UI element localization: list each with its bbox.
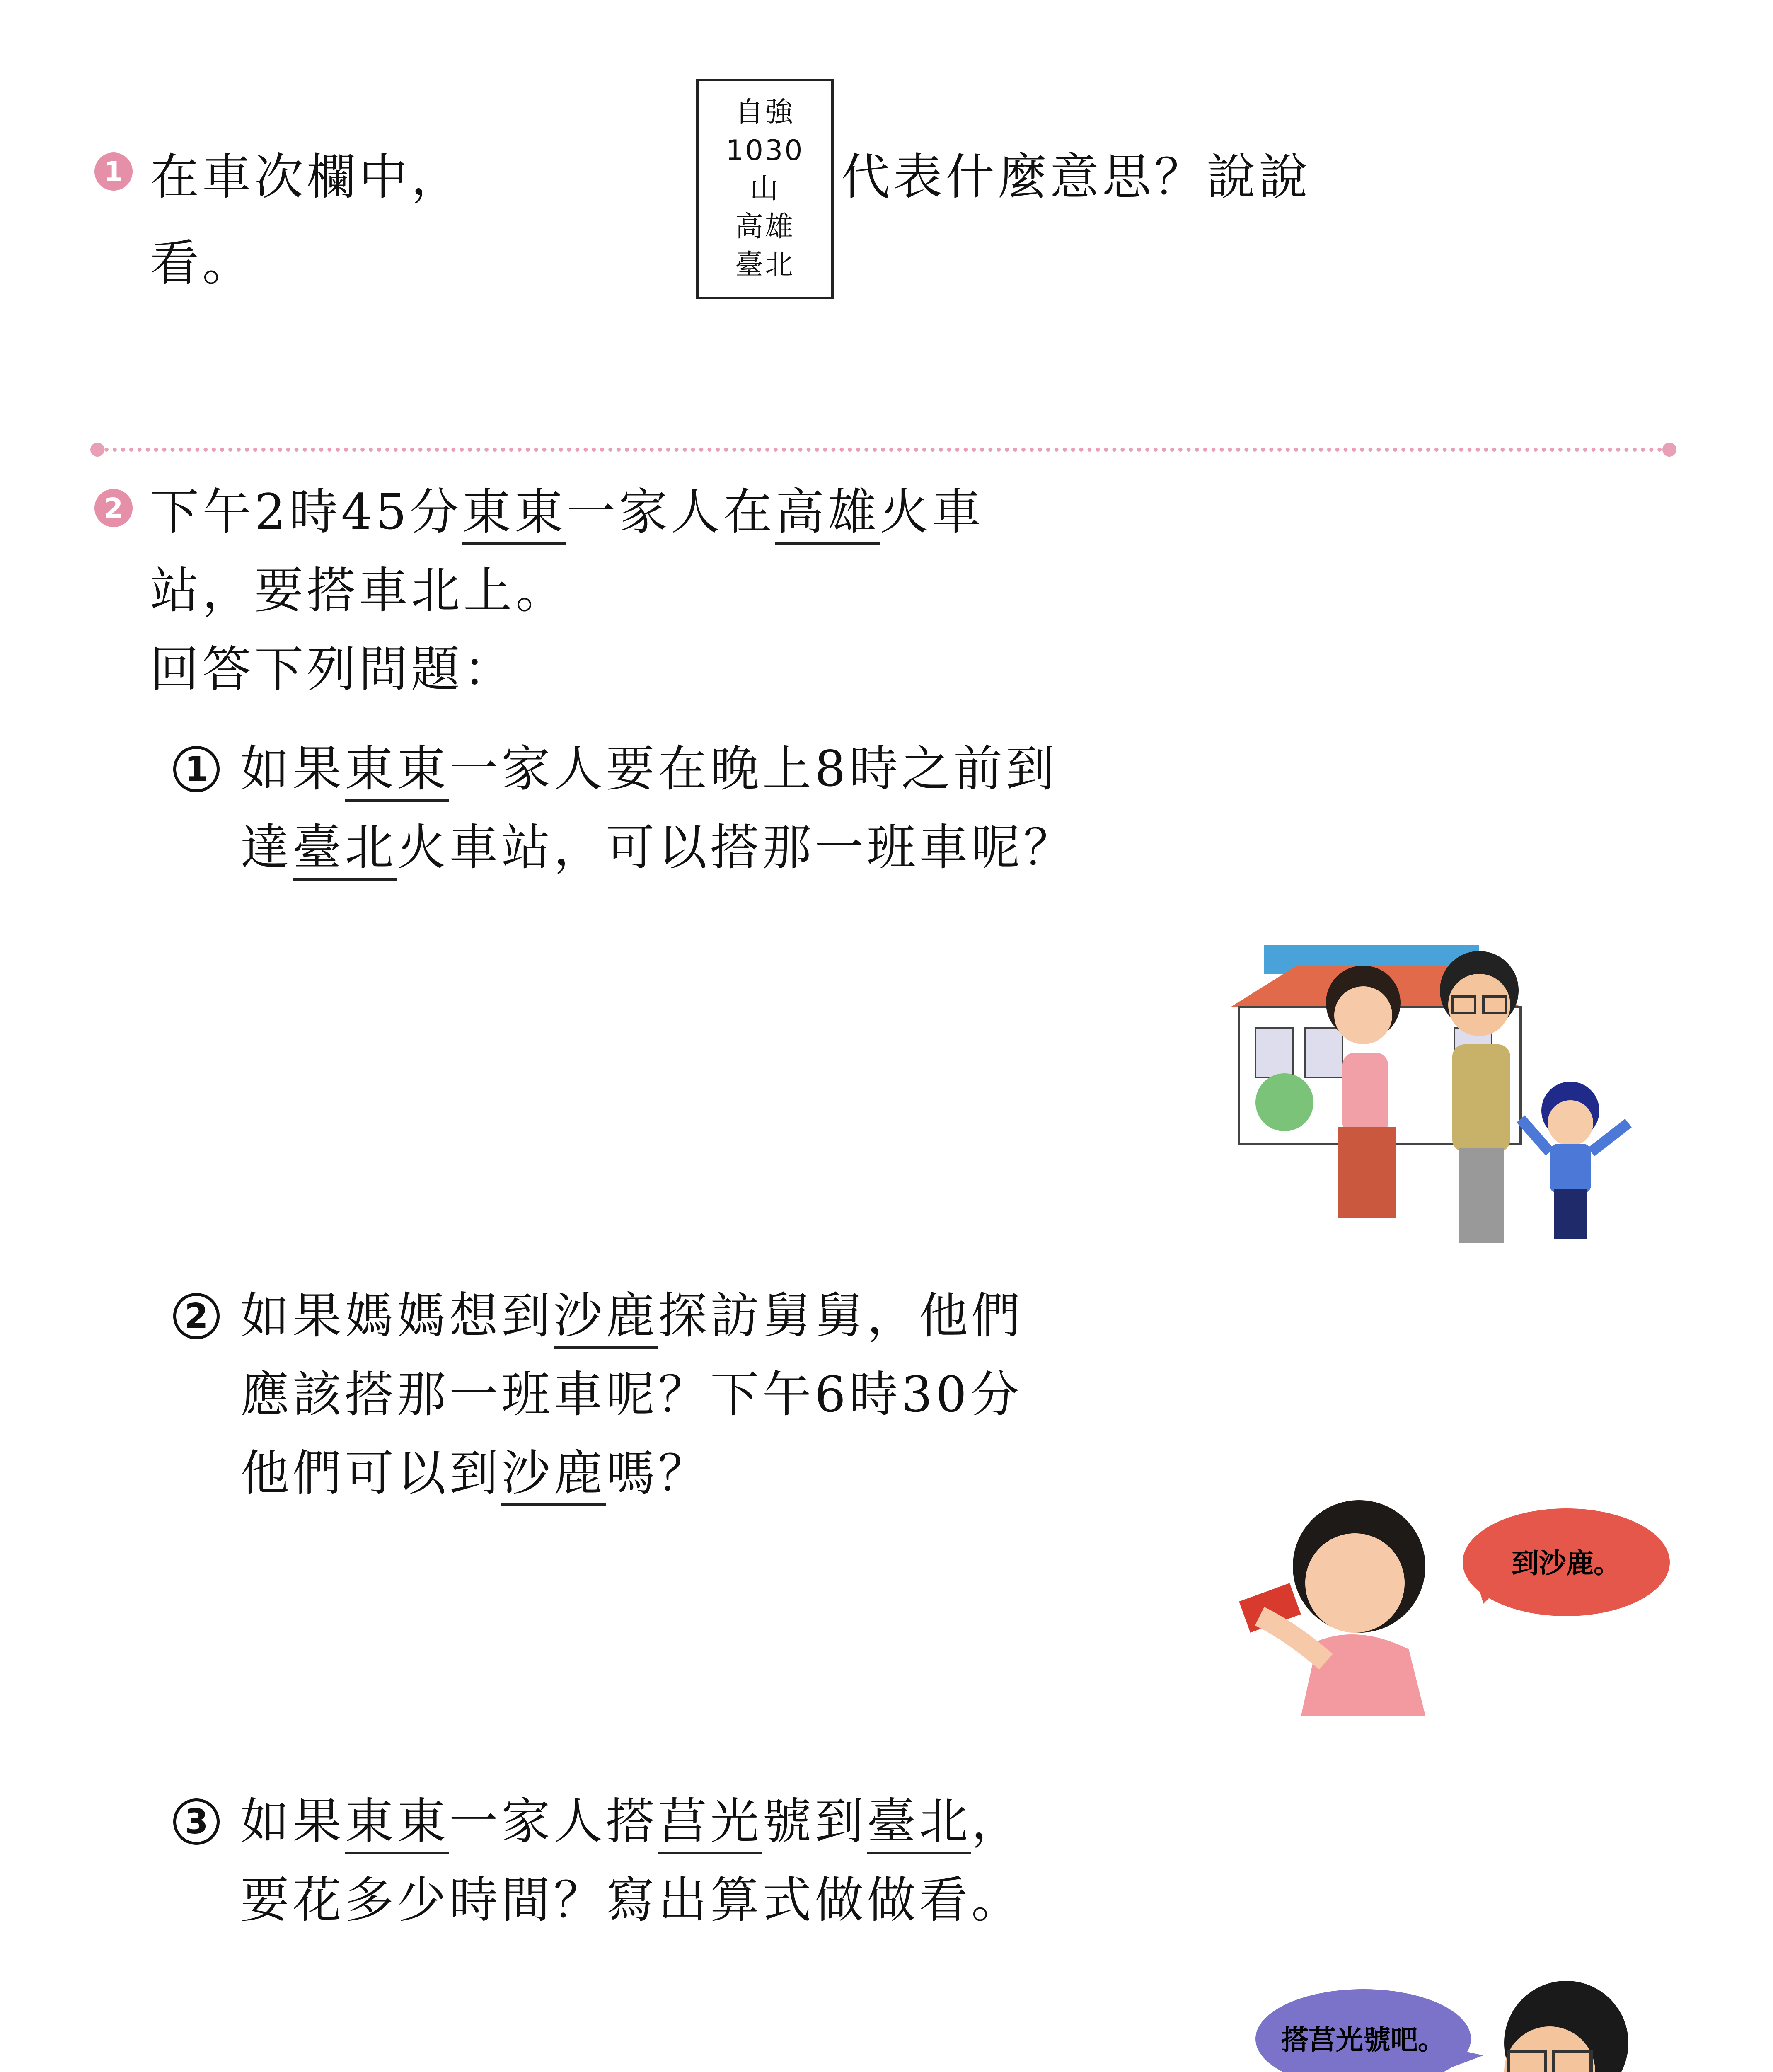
sub1-line2 xyxy=(240,816,1076,879)
q1-text-after: 代表什麼意思？說說 xyxy=(841,148,1311,206)
sub1-line2-a: 達 xyxy=(240,819,293,876)
divider-dot-right xyxy=(1662,443,1676,457)
sub3-line1-d: ， xyxy=(971,1793,1024,1850)
family-at-station-illustration xyxy=(1222,928,1686,1251)
sub3-number-badge: 3 xyxy=(173,1798,220,1845)
sub1-line2-b: 火車站，可以搭那一班車呢？ xyxy=(397,819,1076,876)
q2-number-badge: 2 xyxy=(94,489,133,527)
place-taipei: 臺北 xyxy=(867,1793,971,1854)
name-dongdong: 東東 xyxy=(345,740,449,802)
place-kaohsiung: 高雄 xyxy=(775,483,880,545)
place-taipei: 臺北 xyxy=(293,819,397,881)
sub2-line3-a: 他們可以到 xyxy=(240,1445,502,1502)
sub1-line1-b: 一家人要在晚上8時之前到 xyxy=(449,740,1058,797)
section-divider xyxy=(104,448,1662,452)
sub2-line3 xyxy=(240,1442,710,1504)
sub3-line1-a: 如果 xyxy=(240,1793,345,1850)
sub2-line2: 應該搭那一班車呢？下午6時30分 xyxy=(240,1366,1023,1423)
schedule-box-line: 1030 xyxy=(726,134,804,167)
q2-line1-a: 下午2時45分 xyxy=(150,483,462,540)
sub2-number-badge: 2 xyxy=(173,1293,220,1339)
schedule-box xyxy=(696,79,834,299)
sub3-line2: 要花多少時間？寫出算式做做看。 xyxy=(240,1871,1024,1929)
q2-line3: 回答下列問題： xyxy=(150,641,516,698)
bush xyxy=(1255,1073,1313,1131)
bubble-text: 到沙鹿。 xyxy=(1512,1547,1621,1579)
q2-line1 xyxy=(150,481,984,543)
name-dongdong: 東東 xyxy=(345,1793,449,1854)
schedule-box-line: 臺北 xyxy=(735,249,795,281)
place-shalu: 沙鹿 xyxy=(554,1287,658,1349)
q1-text-before: 在車次欄中， xyxy=(150,148,464,206)
schedule-box-line: 山 xyxy=(750,172,780,205)
father-speaking-illustration xyxy=(1251,1981,1682,2072)
mother-with-ticket-illustration xyxy=(1235,1484,1682,1716)
sub3-line1-b: 一家人搭 xyxy=(449,1793,658,1850)
divider-dot-left xyxy=(90,443,104,457)
sub1-line1 xyxy=(240,738,1058,800)
q2-line1-c: 火車 xyxy=(880,483,984,540)
q1-text-line2: 看。 xyxy=(150,235,255,292)
train-chukuang: 莒光 xyxy=(658,1793,762,1854)
name-dongdong: 東東 xyxy=(462,483,566,545)
sub1-line1-a: 如果 xyxy=(240,740,345,797)
sub3-line1 xyxy=(240,1790,1023,1852)
sub2-line1-b: 探訪舅舅，他們 xyxy=(658,1287,1024,1344)
q1-number-badge: 1 xyxy=(94,152,133,191)
sub2-line1 xyxy=(240,1285,1023,1347)
schedule-box-line: 自強 xyxy=(735,96,795,129)
q2-line2: 站，要搭車北上。 xyxy=(150,562,568,619)
sub1-number-badge: 1 xyxy=(173,746,220,792)
schedule-box-line: 高雄 xyxy=(735,211,795,243)
sub2-line3-b: 嗎？ xyxy=(606,1445,711,1502)
place-shalu: 沙鹿 xyxy=(501,1445,606,1506)
bubble-text: 搭莒光號吧。 xyxy=(1281,2024,1445,2056)
q2-line1-b: 一家人在 xyxy=(566,483,776,540)
sub2-line1-a: 如果媽媽想到 xyxy=(240,1287,554,1344)
sub3-line1-c: 號到 xyxy=(762,1793,867,1850)
